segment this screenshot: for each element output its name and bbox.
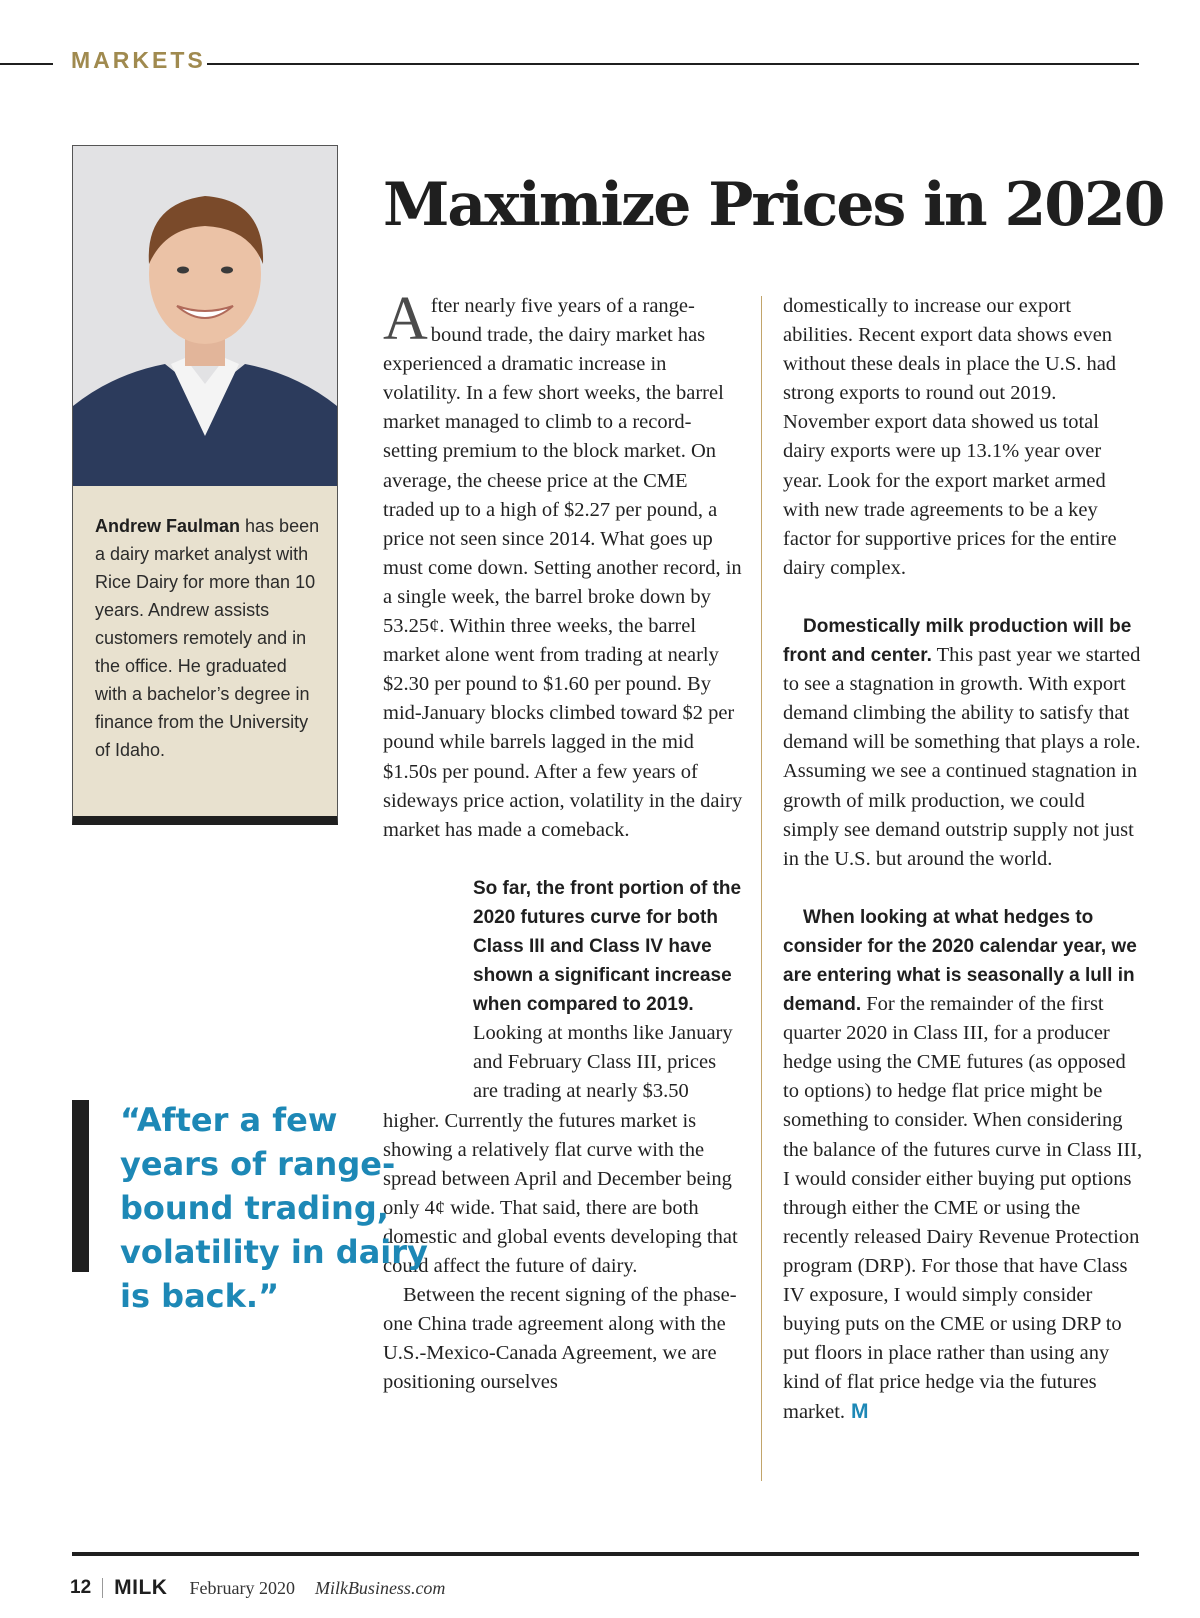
article-paragraph-1: After nearly five years of a range-bound trade, the dairy market has experienced a dramatic increase in volatility. In a few short weeks, the barrel market managed to climb to a record-setting premium to the block market. On average, the cheese price at the CME traded up to a high of $2.27 per pound, a price not seen since 2014. What goes up must come down. Setting another record, in a single week, the barrel broke down by 53.25¢. Within three weeks, the barrel market alone went from trading at nearly $2.30 per pound to $1.60 per pound. By mid-January blocks climbed toward $2 per pound while barrels lagged in the mid $1.50s per pound. After a few years of sideways price action, volatility in the dairy market has made a comeback.	[383, 285, 743, 841]
article-paragraph-2: So far, the front portion of the 2020 futures curve for both Class III and Class IV have shown a significant increase when compared to 2019. Looking at months like January and February Class III, prices are trading at nearly $3.50 higher. Currently the futures market is showing a relatively flat curve with the spread between April and December being only 4¢ wide. That said, there are both domestic and global events developing that could affect the future of dairy.	[383, 877, 742, 1277]
author-portrait-illustration	[73, 146, 337, 486]
lead-in: Domestically milk production will be front and center.	[783, 615, 1132, 667]
article-paragraph-4: Domestically milk production will be front and center. This past year we started to see a stagnation in growth. With export demand climbing the ability to satisfy that demand will be something that plays a role. Assuming we see a continued stagnation in growth of milk production, we could simply see demand outstrip supply not just in the U.S. but around the world.	[783, 615, 1141, 870]
author-box	[72, 145, 338, 825]
header-rule-right	[207, 63, 1139, 65]
lead-in: When looking at what hedges to consider for the 2020 calendar year, we are entering what is seasonally a lull in demand.	[783, 906, 1137, 1016]
website: MilkBusiness.com	[314, 1577, 446, 1598]
drop-cap: A	[383, 285, 428, 353]
pull-quote-bar	[72, 1100, 89, 1272]
footer-rule	[72, 1552, 1139, 1556]
lead-in: So far, the front portion of the 2020 futures curve for both Class III and Class IV have shown a significant increase when compared to 2019.	[473, 877, 742, 1016]
issue-date: February 2020	[189, 1577, 295, 1598]
article-paragraph-3-cont: domestically to increase our export abilities. Recent export data shows even without these deals in place the U.S. had strong exports to round out 2019. November export data showed us total dairy exports were up 13.1% year over year. Look for the export market armed with new trade agreements to be a key factor for supportive prices for the entire dairy complex.	[783, 295, 1117, 579]
footer	[70, 1573, 445, 1603]
pull-quote: “After a few years of range-bound trading, volatility in dairy is back.”	[120, 1101, 428, 1315]
author-bio	[95, 512, 323, 764]
article-column-2	[783, 292, 1143, 1427]
author-photo	[73, 146, 337, 486]
publication-logo: MILK	[114, 1576, 168, 1599]
author-name: Andrew Faulman	[95, 516, 241, 536]
column-divider	[761, 296, 762, 1481]
header-rule-left	[0, 63, 53, 65]
author-bio-text: has been a dairy market analyst with Rice Dairy for more than 10 years. Andrew assists customers remotely and in the office. He graduated with a bachelor’s degree in finance from the University of Idaho.	[95, 516, 320, 760]
page-number: 12	[70, 1577, 92, 1598]
article-paragraph-3: Between the recent signing of the phase-one China trade agreement along with the U.S.-Mexico-Canada Agreement, we are positioning ourselves	[383, 1284, 737, 1394]
end-mark-icon: M	[851, 1400, 869, 1424]
footer-separator	[102, 1578, 103, 1598]
article-headline: Maximize Prices in 2020	[383, 170, 1164, 240]
article-paragraph-5: When looking at what hedges to consider for the 2020 calendar year, we are entering what is seasonally a lull in demand. For the remainder of the first quarter 2020 in Class III, for a producer hedge using the CME futures (as opposed to options) to hedge flat price might be something to consider. When considering the balance of the futures curve in Class III, I would consider either buying put options through either the CME or using the recently released Dairy Revenue Protection program (DRP). For those that have Class IV exposure, I would simply consider buying puts on the CME or using DRP to put floors in place rather than using any kind of flat price hedge via the futures market. M	[783, 906, 1143, 1424]
section-label: MARKETS	[71, 47, 206, 73]
